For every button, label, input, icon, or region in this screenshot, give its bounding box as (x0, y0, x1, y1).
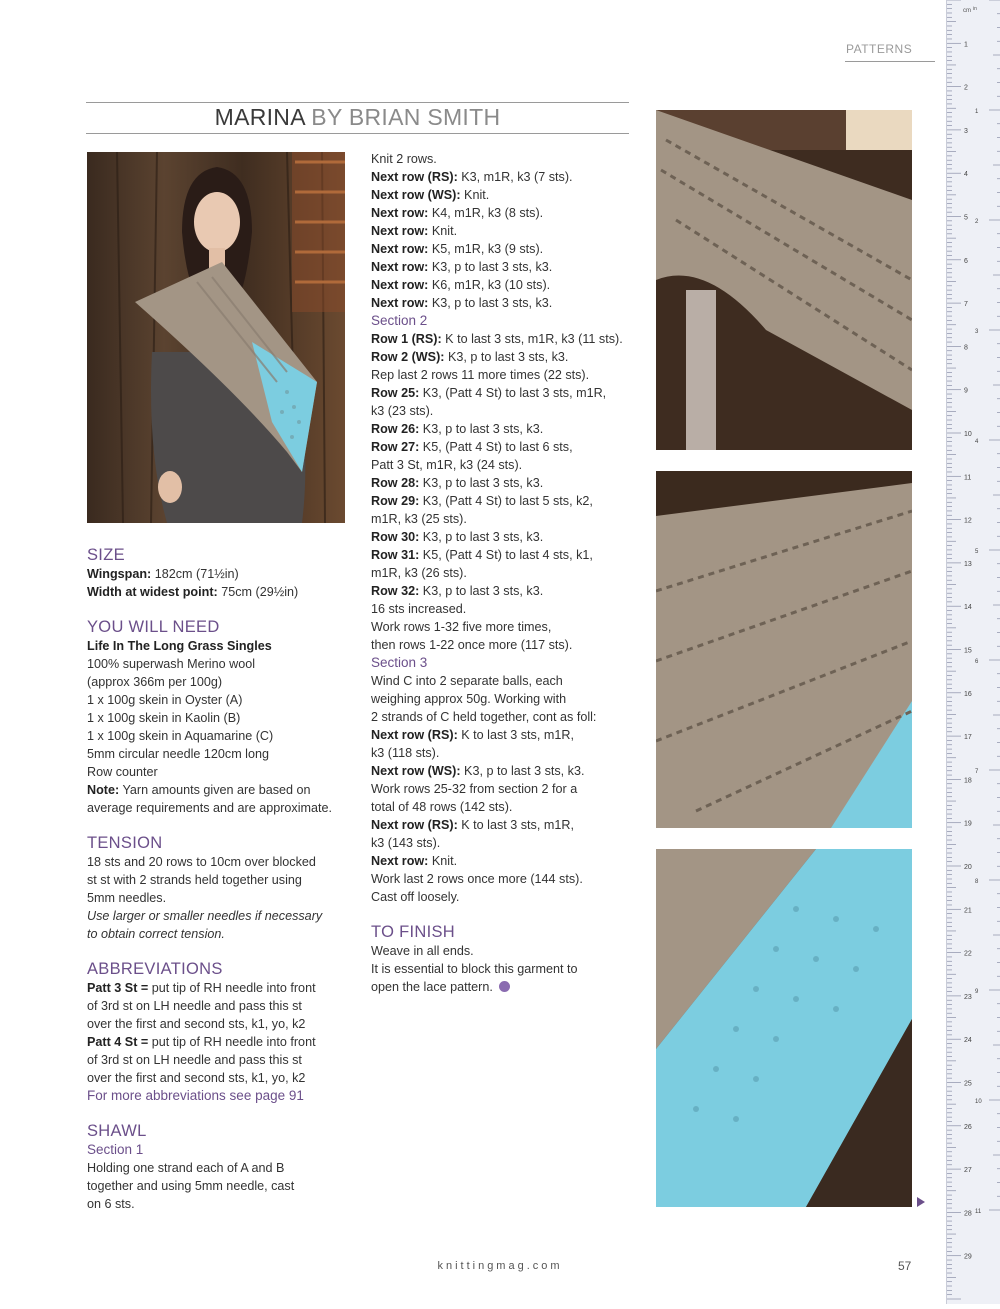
pattern-row: Next row: Knit. (371, 224, 458, 238)
ruler-in-number: 3 (975, 329, 979, 335)
section-1-line: on 6 sts. (87, 1197, 135, 1211)
shawl-heading: SHAWL (87, 1122, 147, 1140)
pattern-row: Work rows 25-32 from section 2 for a (371, 782, 578, 796)
ruler-cm-number: 13 (964, 560, 972, 568)
ruler-cm-number: 23 (964, 993, 972, 1001)
pattern-row: 16 sts increased. (371, 602, 467, 616)
pattern-row: Next row: K3, p to last 3 sts, k3. (371, 296, 553, 310)
ruler-in-label: in (973, 6, 977, 12)
tension-note: to obtain correct tension. (87, 927, 225, 941)
tension-line: 5mm needles. (87, 891, 167, 905)
ruler-cm-number: 27 (964, 1167, 972, 1175)
ruler-cm-number: 5 (964, 214, 968, 222)
ruler-cm-number: 28 (964, 1210, 972, 1218)
model-photo (87, 152, 345, 523)
pattern-row: k3 (143 sts). (371, 836, 441, 850)
pattern-row: Work rows 1-32 five more times, (371, 620, 552, 634)
tension-line: 18 sts and 20 rows to 10cm over blocked (87, 855, 316, 869)
patt4-definition: Patt 4 St = put tip of RH needle into front (87, 1035, 316, 1049)
ruler-cm-number: 22 (964, 950, 972, 958)
section-tag: PATTERNS (846, 42, 913, 56)
section-1-line: Holding one strand each of A and B (87, 1161, 285, 1175)
ruler-in-number: 11 (975, 1209, 982, 1215)
ruler-cm-number: 18 (964, 777, 972, 785)
need-line: Row counter (87, 765, 158, 779)
pattern-row: Row 25: K3, (Patt 4 St) to last 3 sts, m1R, (371, 386, 607, 400)
yarn-note: Note: Yarn amounts given are based on (87, 783, 311, 797)
ruler-in-number: 8 (975, 879, 979, 885)
ruler-cm-number: 14 (964, 604, 972, 612)
ruler-cm-number: 16 (964, 690, 972, 698)
pattern-row: Row 32: K3, p to last 3 sts, k3. (371, 584, 544, 598)
need-line: 1 x 100g skein in Oyster (A) (87, 693, 243, 707)
ruler (946, 0, 1000, 1304)
ruler-cm-number: 7 (964, 301, 968, 309)
pattern-row: Row 29: K3, (Patt 4 St) to last 5 sts, k2, (371, 494, 593, 508)
ruler-cm-number: 2 (964, 84, 968, 92)
ruler-cm-number: 15 (964, 647, 972, 655)
pattern-row: 2 strands of C held together, cont as foll: (371, 710, 597, 724)
pattern-row: total of 48 rows (142 sts). (371, 800, 513, 814)
pattern-row: Next row (WS): K3, p to last 3 sts, k3. (371, 764, 585, 778)
ruler-cm-number: 25 (964, 1080, 972, 1088)
tension-line: st st with 2 strands held together using (87, 873, 302, 887)
ruler-cm-label: cm (963, 8, 971, 14)
ruler-cm-number: 17 (964, 734, 972, 742)
yarn-ball-icon (499, 981, 510, 992)
section-1-line: together and using 5mm needle, cast (87, 1179, 295, 1193)
ruler-in-number: 7 (975, 769, 979, 775)
section-heading: Section 3 (371, 655, 428, 670)
you-will-need-heading: YOU WILL NEED (87, 618, 220, 636)
to-finish-heading: TO FINISH (371, 923, 455, 941)
abbreviations-heading: ABBREVIATIONS (87, 960, 223, 978)
ruler-in-number: 5 (975, 549, 979, 555)
pattern-row: Rep last 2 rows 11 more times (22 sts). (371, 368, 590, 382)
finish-line: open the lace pattern. (371, 978, 631, 996)
title-rule-bottom (86, 133, 629, 134)
pattern-row: Knit 2 rows. (371, 152, 437, 166)
ruler-cm-number: 20 (964, 864, 972, 871)
ruler-in-number: 6 (975, 659, 979, 665)
ruler-cm-number: 21 (964, 907, 972, 915)
need-line: 100% superwash Merino wool (87, 657, 256, 671)
title-rule-top (86, 102, 629, 103)
ruler-cm-number: 10 (964, 431, 972, 438)
pattern-row: Row 31: K5, (Patt 4 St) to last 4 sts, k1, (371, 548, 593, 562)
more-abbreviations-link[interactable]: For more abbreviations see page 91 (87, 1088, 304, 1103)
patt3-definition-cont: over the first and second sts, k1, yo, k2 (87, 1017, 306, 1031)
pattern-row: Row 27: K5, (Patt 4 St) to last 6 sts, (371, 440, 573, 454)
pattern-row: Next row (RS): K to last 3 sts, m1R, (371, 818, 574, 832)
ruler-cm-number: 6 (964, 257, 968, 265)
shawl-detail-photo-1 (656, 110, 912, 450)
ruler-cm-number: 1 (964, 41, 968, 49)
patt3-definition-cont: of 3rd st on LH needle and pass this st (87, 999, 302, 1013)
need-line: 1 x 100g skein in Kaolin (B) (87, 711, 241, 725)
pattern-row: Next row (WS): Knit. (371, 188, 490, 202)
ruler-cm-number: 4 (964, 171, 968, 179)
ruler-in-number: 1 (975, 109, 979, 115)
ruler-in-number: 4 (975, 439, 979, 445)
finish-line: Weave in all ends. (371, 944, 474, 958)
ruler-cm-number: 26 (964, 1123, 972, 1131)
shawl-detail-photo-2 (656, 471, 912, 828)
pattern-row: Cast off loosely. (371, 890, 460, 904)
section-heading: Section 2 (371, 313, 428, 328)
pattern-row: Row 26: K3, p to last 3 sts, k3. (371, 422, 544, 436)
pattern-row: m1R, k3 (26 sts). (371, 566, 467, 580)
designer-credit: BY BRIAN SMITH (311, 104, 501, 130)
shawl-detail-photo-3 (656, 849, 912, 1207)
ruler-cm-number: 8 (964, 344, 968, 352)
need-line: (approx 366m per 100g) (87, 675, 223, 689)
ruler-in-number: 10 (975, 1099, 982, 1105)
footer-website: knittingmag.com (437, 1260, 563, 1272)
ruler-in-number: 9 (975, 989, 979, 995)
width-widest-point: Width at widest point: 75cm (29½in) (87, 585, 299, 599)
need-line: 5mm circular needle 120cm long (87, 747, 269, 761)
left-column (87, 545, 349, 1213)
middle-column (371, 150, 631, 996)
ruler-cm-number: 19 (964, 820, 972, 828)
ruler-cm-number: 11 (964, 474, 972, 482)
pattern-row: k3 (118 sts). (371, 746, 440, 760)
ruler-cm-number: 3 (964, 127, 968, 135)
pattern-row: Row 30: K3, p to last 3 sts, k3. (371, 530, 544, 544)
section-tag-underline (845, 61, 935, 62)
yarn-note-cont: average requirements and are approximate. (87, 801, 333, 815)
pattern-row: Wind C into 2 separate balls, each (371, 674, 563, 688)
tension-heading: TENSION (87, 834, 163, 852)
pattern-row: Next row: K4, m1R, k3 (8 sts). (371, 206, 544, 220)
ruler-cm-number: 29 (964, 1253, 972, 1261)
pattern-rows (371, 150, 631, 906)
pattern-row: Next row: K3, p to last 3 sts, k3. (371, 260, 553, 274)
pattern-row: Row 28: K3, p to last 3 sts, k3. (371, 476, 544, 490)
pattern-row: m1R, k3 (25 sts). (371, 512, 467, 526)
pattern-name: MARINA (214, 104, 305, 130)
pattern-row: Next row (RS): K3, m1R, k3 (7 sts). (371, 170, 573, 184)
pattern-row: Row 2 (WS): K3, p to last 3 sts, k3. (371, 350, 569, 364)
pattern-row: k3 (23 sts). (371, 404, 434, 418)
ruler-cm-number: 24 (964, 1037, 972, 1045)
wingspan: Wingspan: 182cm (71½in) (87, 567, 239, 581)
pattern-row: Work last 2 rows once more (144 sts). (371, 872, 583, 886)
patt4-definition-cont: of 3rd st on LH needle and pass this st (87, 1053, 302, 1067)
pattern-row: Next row: K5, m1R, k3 (9 sts). (371, 242, 544, 256)
page-title (86, 104, 629, 131)
yarn-name: Life In The Long Grass Singles (87, 639, 272, 653)
finish-line: It is essential to block this garment to (371, 962, 578, 976)
tension-note: Use larger or smaller needles if necessary (87, 909, 323, 923)
pattern-row: Next row (RS): K to last 3 sts, m1R, (371, 728, 574, 742)
ruler-cm-number: 9 (964, 387, 968, 395)
page-number: 57 (898, 1259, 912, 1273)
pattern-row: Row 1 (RS): K to last 3 sts, m1R, k3 (11 sts). (371, 332, 623, 346)
size-heading: SIZE (87, 546, 125, 564)
pattern-row: Patt 3 St, m1R, k3 (24 sts). (371, 458, 523, 472)
ruler-in-number: 2 (975, 219, 979, 225)
next-page-arrow-icon[interactable] (917, 1197, 925, 1207)
pattern-row: weighing approx 50g. Working with (371, 692, 567, 706)
patt4-definition-cont: over the first and second sts, k1, yo, k2 (87, 1071, 306, 1085)
need-line: 1 x 100g skein in Aquamarine (C) (87, 729, 274, 743)
ruler-cm-number: 12 (964, 517, 972, 525)
pattern-row: then rows 1-22 once more (117 sts). (371, 638, 573, 652)
pattern-row: Next row: Knit. (371, 854, 458, 868)
section-1-heading: Section 1 (87, 1142, 144, 1157)
pattern-row: Next row: K6, m1R, k3 (10 sts). (371, 278, 551, 292)
patt3-definition: Patt 3 St = put tip of RH needle into front (87, 981, 316, 995)
